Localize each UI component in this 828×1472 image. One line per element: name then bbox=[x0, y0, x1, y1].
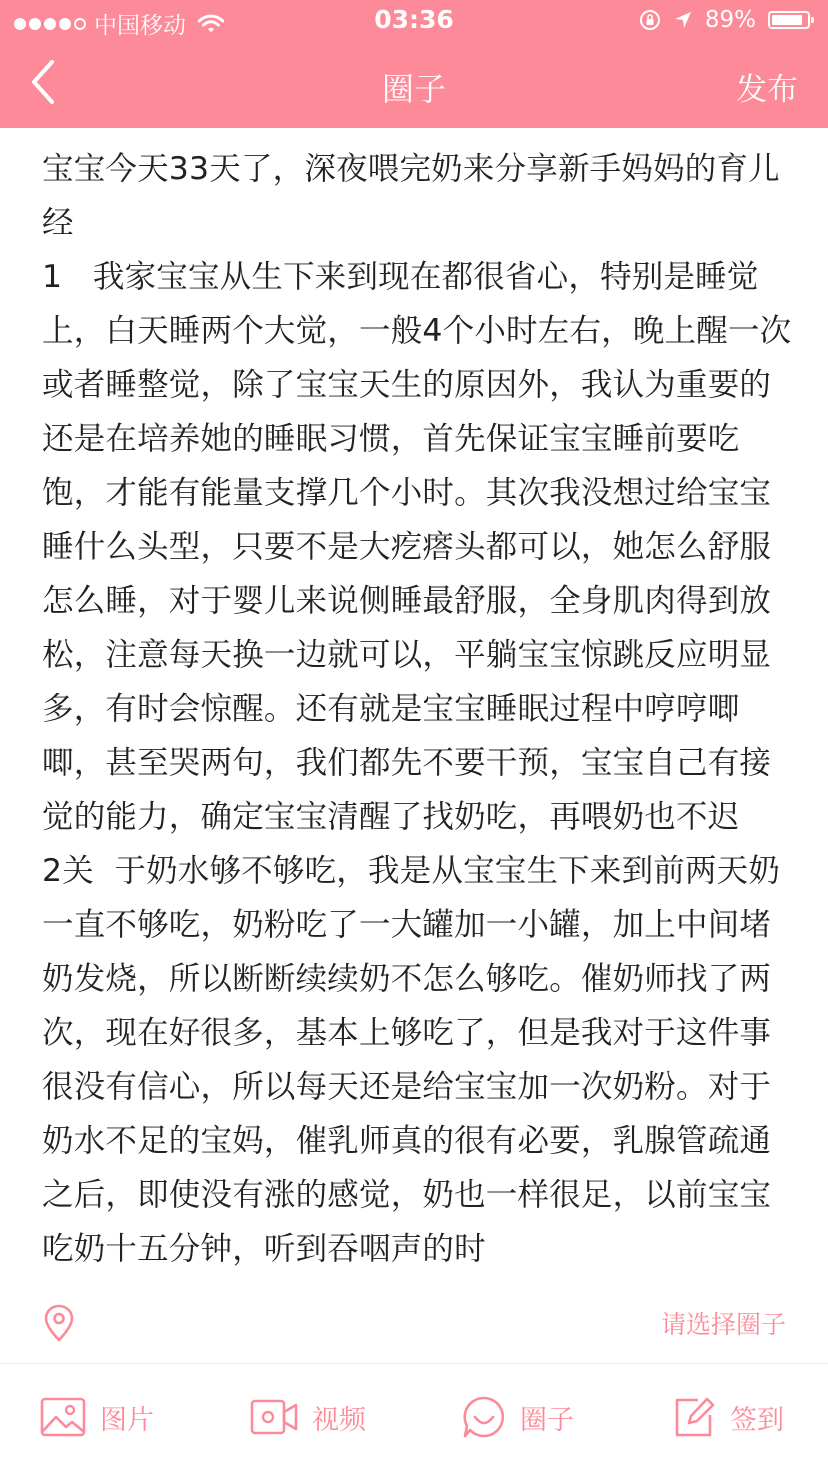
publish-button[interactable]: 发布 bbox=[736, 72, 798, 108]
location-arrow-icon bbox=[673, 10, 693, 30]
video-icon bbox=[250, 1397, 298, 1437]
image-label: 图片 bbox=[100, 1404, 154, 1436]
header bbox=[0, 0, 828, 128]
status-bar bbox=[0, 0, 828, 40]
post-text[interactable]: 宝宝今天33天了，深夜喂完奶来分享新手妈妈的育儿经 1 我家宝宝从生下来到现在都很省心，特别是睡觉上，白天睡两个大觉，一般4个小时左右，晚上醒一次或者睡整觉，除了宝宝天生的原因外，我认为重要的还是在培养她的睡眠习惯，首先保证宝宝睡前要吃饱，才能有能量支撑几个小时。其次我没想过给宝宝睡什么头型，只要不是大疙瘩头都可以，她怎么舒服怎么睡，对于婴儿来说侧睡最舒服，全身肌肉得到放松，注意每天换一边就可以，平躺宝宝惊跳反应明显多，有时会惊醒。还有就是宝宝睡眠过程中哼哼唧唧，甚至哭两句，我们都先不要干预，宝宝自己有接觉的能力，确定宝宝清醒了找奶吃，再喂奶也不迟 2关 于奶水够不够吃，我是从宝宝生下来到前两天奶一直不够吃，奶粉吃了一大罐加一小罐，加上中间堵奶发烧，所以断断续续奶不怎么够吃。催奶师找了两次，现在好很多，基本上够吃了，但是我对于这件事很没有信心，所以每天还是给宝宝加一次奶粉。对于奶水不足的宝妈，催乳师真的很有必要，乳腺管疏通之后，即使没有涨的感觉，奶也一样很足，以前宝宝吃奶十五分钟，听到吞咽声的时 bbox=[42, 151, 792, 1267]
circle-chat-icon bbox=[462, 1395, 506, 1439]
circle-button[interactable] bbox=[462, 1392, 574, 1442]
video-label: 视频 bbox=[312, 1404, 366, 1436]
image-icon bbox=[40, 1397, 86, 1437]
choose-circle-button[interactable]: 请选择圈子 bbox=[660, 1310, 786, 1339]
status-bar-right bbox=[639, 7, 810, 33]
location-pin-icon[interactable] bbox=[42, 1303, 76, 1343]
checkin-label: 签到 bbox=[730, 1404, 784, 1436]
carrier-name: 中国移动 bbox=[94, 13, 186, 39]
edit-icon bbox=[672, 1395, 716, 1439]
page-title: 圈子 bbox=[381, 70, 446, 108]
video-button[interactable] bbox=[250, 1392, 366, 1442]
location-bar bbox=[0, 1295, 828, 1364]
image-button[interactable] bbox=[40, 1392, 154, 1442]
nav-bar bbox=[0, 40, 828, 128]
status-time: 03:36 bbox=[374, 5, 454, 34]
bottom-toolbar bbox=[0, 1364, 828, 1472]
circle-label: 圈子 bbox=[520, 1404, 574, 1436]
post-editor[interactable] bbox=[0, 128, 828, 1295]
checkin-button[interactable] bbox=[672, 1392, 784, 1442]
rotation-lock-icon bbox=[639, 9, 661, 31]
battery-percent: 89% bbox=[704, 7, 756, 33]
battery-icon bbox=[768, 11, 810, 29]
